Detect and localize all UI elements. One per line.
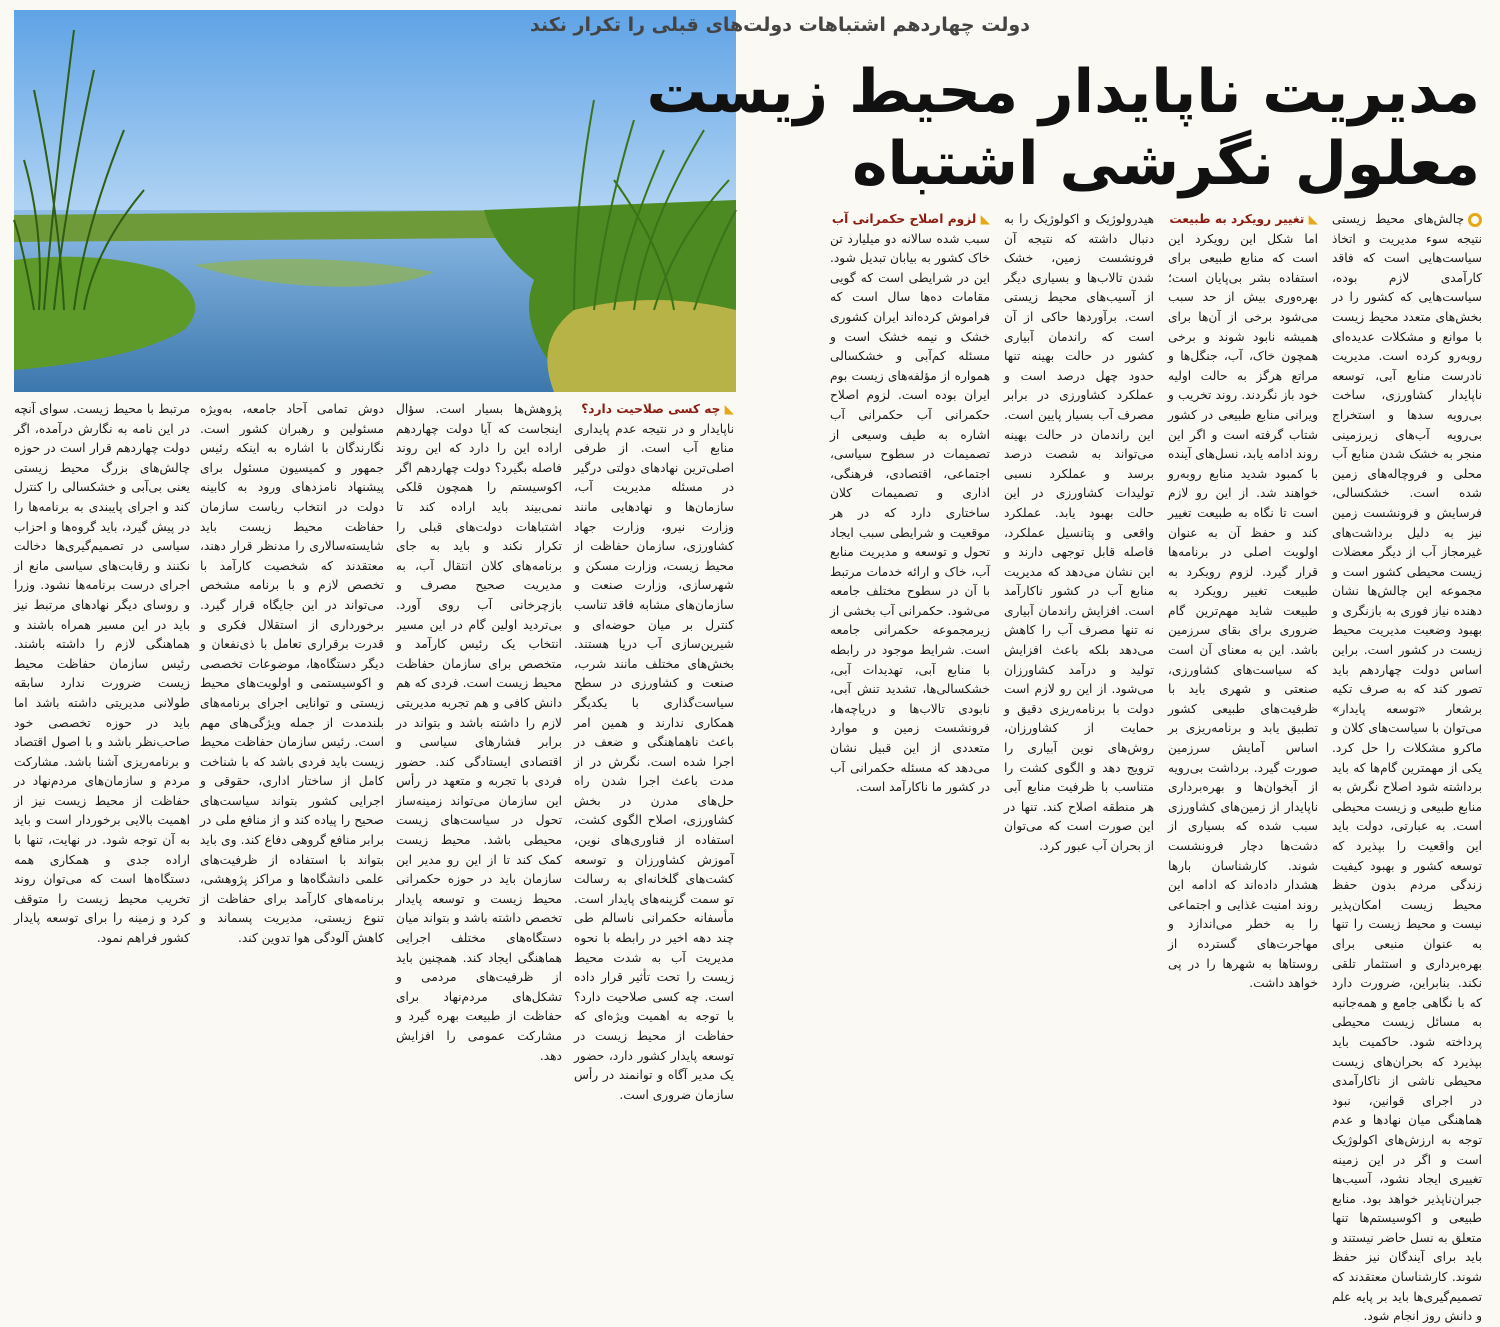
subhead-water-governance: ◣ لزوم اصلاح حکمرانی آب [830,210,990,230]
subhead-who-qualifies: ◣ چه کسی صلاحیت دارد؟ [574,400,734,420]
column-6-text: پژوهش‌ها بسیار است. سؤال اینجاست که آیا دولت چهاردهم اراده این را دارد که این روند فاصله بگیرد؟ دولت چهاردهم اگر اکوسیستم را همچون قلکی نمی‌بیند باید اراده کند تا اشتباهات دولت‌های قبلی را تکرار نکند و باید به جای برنامه‌های کلان انتقال آب، به مدیریت صحیح مصرف و بازچرخانی آب روی آورد. بی‌تردید اولین گام در این مسیر انتخاب یک رئیس کارآمد و متخصص برای سازمان حفاظت محیط زیست است. فردی که هم دانش کافی و هم تجربه مدیریتی لازم را داشته باشد و بتواند در برابر فشارهای سیاسی و اقتصادی ایستادگی کند. حضور فردی با تجربه و متعهد در رأس این سازمان می‌تواند زمینه‌ساز تحول در سیاست‌های زیست محیطی باشد. محیط زیست کمک کند تا از این رو مدیر این سازمان باید در حوزه حکمرانی محیط زیست و توسعه پایدار تخصص داشته باشد و بتواند میان دستگاه‌های مختلف اجرایی هماهنگی ایجاد کند. همچنین باید از ظرفیت‌های مردمی و تشکل‌های مردم‌نهاد برای حفاظت از طبیعت بهره گیرد و مشارکت عمومی را افزایش دهد. [396,402,562,1063]
lead-text: چالش‌های محیط زیستی نتیجه سوء مدیریت و اتخاذ سیاست‌هایی است که فاقد کارآمدی لازم بوده، سیاست‌هایی که کشور را در بخش‌های متعدد محیط زیست با موانع و مشکلات عدیده‌ای روبه‌رو کرده است. مدیریت نادرست منابع آبی، توسعه ناپایدار کشاورزی، ساخت بی‌رویه سدها و استخراج بی‌رویه آب‌های زیرزمینی منجر به خشک شدن منابع آب محلی و فروچاله‌های زمین شده است. [1332,212,1482,501]
column-5 [574,400,734,1102]
column-4 [830,210,990,1000]
column-1 [1332,210,1482,1324]
column-8-text: مرتبط با محیط زیست. سوای آنچه در این نامه به نگارش درآمده، اگر دولت چهاردهم قرار است در حوزه چالش‌های بزرگ محیط زیستی یعنی بی‌آبی و خشکسالی را کنترل کند و اجرای پایبندی به برنامه‌ها را در پیش گیرد، باید گروه‌ها و احزاب سیاسی در تصمیم‌گیری‌ها دخالت نکنند و رقابت‌های سیاسی مانع از اجرای درست برنامه‌ها نشود. وزرا و روسای دیگر نهادهای مرتبط نیز باید در این مسیر همراه باشند و هماهنگی لازم را داشته باشند. رئیس سازمان حفاظت محیط زیست ضرورت ندارد سابقه طولانی مدیریتی داشته باشد اما باید در حوزه تخصصی خود صاحب‌نظر باشد و با اصول اقتصاد و برنامه‌ریزی آشنا باشد. مشارکت مردم و سازمان‌های مردم‌نهاد در حفاظت از محیط زیست نیز از اهمیت بالایی برخوردار است و باید به آن توجه شود. در نهایت، تنها با اراده جدی و همکاری همه دستگاه‌ها است که می‌توان روند تخریب محیط زیست را متوقف کرد و زمینه را برای توسعه پایدار کشور فراهم نمود. [14,402,190,946]
column-4-text: سبب شده سالانه دو میلیارد تن خاک کشور به بیابان تبدیل شود. این در شرایطی است که گویی مقامات ده‌ها سال است که فراموش کرده‌اند ایران کشوری خشک و نیمه خشک است و مسئله کم‌آبی و خشکسالی همواره از مؤلفه‌های زیست بوم ایران بوده است. لزوم اصلاح حکمرانی آب حکمرانی آب اشاره به طیف وسیعی از تصمیمات در سطوح سیاسی، اجتماعی، اقتصادی، فرهنگی، اداری و تصمیمات کلان ساختاری دارد که در هر موقعیت و شرایطی سبب ایجاد تحول و توسعه و مدیریت منابع آب، خاک و ارائه خدمات مرتبط با آن در سطوح مختلف جامعه می‌شود. حکمرانی آب بخشی از زیرمجموعه حکمرانی جامعه است. شرایط موجود در رابطه با منابع آبی، تهدیدات آبی، خشکسالی‌ها، تشدید تنش آبی، نابودی تالاب‌ها و دریاچه‌ها، فرونشست زمین و موارد متعددی از این قبیل نشان می‌دهد که مسئله حکمرانی آب در کشور ما ناکارآمد است. [830,231,990,795]
column-5-text: ناپایدار و در نتیجه عدم پایداری منابع آب است. از طرفی اصلی‌ترین نهادهای دولتی درگیر در مسئله مدیریت آب، سازمان‌ها و نهادهایی مانند وزارت نیرو، وزارت جهاد کشاورزی، سازمان حفاظت از محیط زیست، وزارت مسکن و شهرسازی، وزارت صنعت و سازمان‌های مشابه فاقد تناسب کنترل بر میان حوضه‌ای و شیرین‌سازی آب دریا هستند. بخش‌های مختلف مانند شرب، صنعت و کشاورزی در سطح سیاست‌گذاری با یکدیگر همکاری ندارند و همین امر باعث ناهماهنگی و ضعف در اجرا شده است. نگرش در از مدت باعث اجرا شدن راه حل‌های مدرن در بخش کشاورزی، اصلاح الگوی کشت، استفاده از فناوری‌های نوین، آموزش کشاورزان و توسعه کشت‌های گلخانه‌ای به رسالت تو سمت گزینه‌های پایدار است. مأسفانه حکمرانی ناسالم طی چند دهه اخیر در رابطه با نحوه مدیریت آب به شدت محیط زیست را تحت تأثیر قرار داده است. چه کسی صلاحیت دارد؟ با توجه به اهمیت ویژه‌ای که حفاظت از محیط زیست در توسعه پایدار کشور دارد، حضور یک مدیر آگاه و توانمند در رأس سازمان ضروری است. [574,421,734,1102]
headline-line-2: معلول نگرشی اشتباه [852,129,1480,199]
headline [646,56,1480,200]
foreground-plants [547,300,736,392]
column-2-text: اما شکل این رویکرد این است که منابع طبیعی برای استفاده بشر بی‌پایان است؛ بهره‌وری بیش از حد سبب می‌شود برخی از آن‌ها برای همیشه نابود شوند و برخی همچون خاک، آب، جنگل‌ها و مراتع هرگز به حالت اولیه خود باز نگردند. روند تخریب و ویرانی منابع طبیعی در کشور شتاب گرفته است و اگر این روند ادامه یابد، نسل‌های آینده با کمبود شدید منابع روبه‌رو خواهند شد. از این رو لازم است تا نگاه به طبیعت تغییر کند و حفظ آن به عنوان اولویت اصلی در برنامه‌ها قرار گیرد. لزوم رویکرد به طبیعت تغییر رویکرد به طبیعت شاید مهم‌ترین گام ضروری برای بقای سرزمین باشد. این به معنای آن است که سیاست‌های کشاورزی، صنعتی و شهری باید با ظرفیت‌های طبیعی کشور تطبیق یابد و برنامه‌ریزی بر اساس آمایش سرزمین صورت گیرد. برداشت بی‌رویه از آبخوان‌ها و بهره‌برداری ناپایدار از زمین‌های کشاورزی سبب شده که بسیاری از دشت‌ها دچار فرونشست شوند. کارشناسان بارها هشدار داده‌اند که ادامه این روند امنیت غذایی و اجتماعی را به خطر می‌اندازد و مهاجرت‌های گسترده از روستاها به شهرها را در پی خواهد داشت. [1168,231,1318,991]
column-7 [200,400,384,1000]
column-8 [14,400,190,1000]
column-1-text: خشکسالی، فرسایش و فرونشست زمین نیز به دلیل برداشت‌های غیرمجاز آب از دیگر معضلات زیست محیطی کشور است و مجموعه این چالش‌ها نشان دهنده نیاز فوری به بازنگری و بهبود وضعیت مدیریت محیط زیست در کشور است. براین اساس دولت چهاردهم باید تصور کند که به صرف تکیه برشعار «توسعه پایدار» می‌توان با سیاست‌های کلان و ماکرو مشکلات را حل کرد. یکی از مهمترین گام‌ها که باید برداشته شود اصلاح نگرش به منابع طبیعی و زیست محیطی است. به عبارتی، دولت باید این واقعیت را بپذیرد که توسعه کشور و بهبود کیفیت زندگی مردم بدون حفظ محیط زیست امکان‌پذیر نیست و محیط زیست را تنها به عنوان منبعی برای بهره‌برداری و استثمار تلقی نکند. بنابراین، ضرورت دارد که با نگاهی جامع و همه‌جانبه به مسائل زیست محیطی پرداخته شود. حاکمیت باید بپذیرد که بحران‌های زیست محیطی ناشی از ناکارآمدی در اجرای قوانین، نبود هماهنگی میان نهادها و عدم توجه به ارزش‌های اکولوژیک است و اگر در این زمینه تغییری ایجاد نشود، آسیب‌ها جبران‌ناپذیر خواهد بود. منابع طبیعی و اکوسیستم‌ها تنها متعلق به نسل حاضر نیستند و باید برای آیندگان نیز حفظ شوند. کارشناسان معتقدند که تصمیم‌گیری‌ها باید بر پایه علم و دانش روز انجام شود. [1332,486,1482,1324]
column-2 [1168,210,1318,1000]
column-7-text: دوش تمامی آحاد جامعه، به‌ویژه مسئولین و رهبران کشور است. نگارندگان با اشاره به اینکه رئیس جمهور و کمیسیون مسئول برای پیشنهاد نامزدهای ورود به کابینه دولت در انتخاب ریاست سازمان حفاظت محیط زیست باید شایسته‌سالاری را مدنظر قرار دهند، معتقدند که شخصیت کارآمد با تخصص لازم و با برنامه مشخص می‌تواند در این جایگاه قرار گیرد. برخورداری از استقلال فکری و قدرت برقراری تعامل با ذی‌نفعان و دیگر دستگاه‌ها، موضوعات تخصصی و اکوسیستمی و اولویت‌های محیط زیستی و توانایی اجرای برنامه‌های بلندمدت از جمله ویژگی‌های مهم است. رئیس سازمان حفاظت محیط زیست باید فردی باشد که با شناخت کامل از ساختار اداری، حقوقی و اجرایی کشور بتواند سیاست‌های صحیح را پیاده کند و از منافع ملی در برابر منافع گروهی دفاع کند. وی باید بتواند با استفاده از ظرفیت‌های علمی دانشگاه‌ها و مراکز پژوهشی، برنامه‌های کارآمد برای حفاظت از تنوع زیستی، مدیریت پسماند و کاهش آلودگی هوا تدوین کند. [200,402,384,946]
wetland-photo [14,10,736,392]
column-3-text: هیدرولوژیک و اکولوژیک را به دنبال داشته که نتیجه آن فرونشست زمین، خشک شدن تالاب‌ها و بسیاری دیگر از آسیب‌های محیط زیستی است. برآوردها حاکی از آن است که راندمان آبیاری کشور در حالت بهینه تنها حدود چهل درصد است و عملکرد کشاورزی در برابر مصرف آب بسیار پایین است. این راندمان در حالت بهینه می‌تواند به شصت درصد برسد و عملکرد نسبی تولیدات کشاورزی در این حالت بهبود یابد. عملکرد واقعی و پتانسیل عملکرد، فاصله قابل توجهی دارند و این نشان می‌دهد که مدیریت منابع آب در کشور ناکارآمد است. افزایش راندمان آبیاری نه تنها مصرف آب را کاهش می‌دهد بلکه باعث افزایش تولید و درآمد کشاورزان می‌شود. از این رو لازم است دولت با برنامه‌ریزی دقیق و حمایت از کشاورزان، روش‌های نوین آبیاری را ترویج دهد و الگوی کشت را متناسب با ظرفیت منابع آبی هر منطقه اصلاح کند. تنها در این صورت است که می‌توان از بحران آب عبور کرد. [1004,212,1154,853]
kicker: دولت چهاردهم اشتباهات دولت‌های قبلی را تکرار نکند [529,14,1030,36]
wetland-illustration [14,10,736,392]
headline-line-1: مدیریت ناپایدار محیط زیست [646,57,1480,127]
subhead-change-approach: ◣ تغییر رویکرد به طبیعت [1168,210,1318,230]
lead-bullet-icon [1468,213,1482,227]
column-6 [396,400,562,1063]
column-3 [1004,210,1154,1000]
